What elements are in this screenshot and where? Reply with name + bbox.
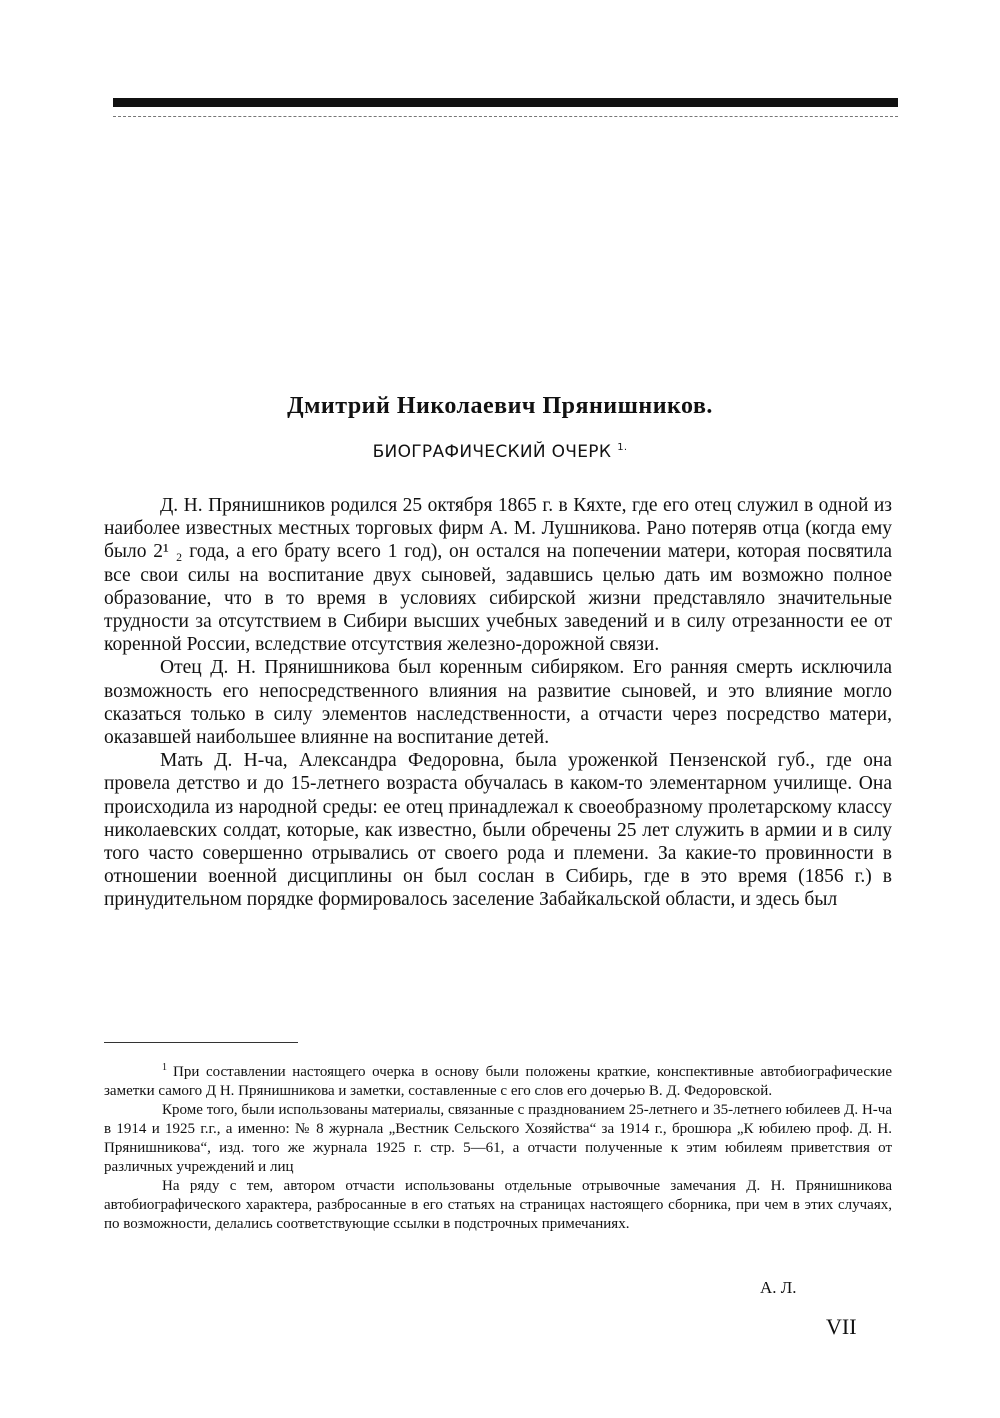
subtitle-footnote-mark: 1. bbox=[617, 442, 628, 454]
article-title: Дмитрий Николаевич Прянишников. bbox=[287, 393, 713, 419]
footnote-separator bbox=[104, 1042, 298, 1043]
footnote-paragraph-3: На ряду с тем, автором отчасти использованы отдельные отрывочные замечания Д. Н. Прянишникова автобиографического характера, разбросанные в его статьях на страницах настоящего сборника, при чем в этих случаях, по возможности, делались соответствующие ссылки в подстрочных примечаниях. bbox=[104, 1178, 892, 1232]
footnote-mark: 1 bbox=[162, 1062, 167, 1073]
body-paragraph-2: Отец Д. Н. Прянишникова был коренным сибиряком. Его ранняя смерть исключила возможность его непосредственного влияния на развитие сыновей, и это влияние могло сказаться только в силу элементов наследственности, а отчасти через посредство матери, оказавшей наибольшее влиянне на воспитание детей. bbox=[104, 657, 892, 749]
body-paragraph-3: Мать Д. Н-ча, Александра Федоровна, была уроженкой Пензенской губ., где она провела детство и до 15-летнего возраста обучалась в каком-то элементарном училище. Она происходила из народной среды: ее отец принадлежал к своеобразному пролетарскому классу николаевских солдат, которые, как известно, были обречены 25 лет служить в армии и в силу того часто совершенно отрывались от своего рода и племени. За какие-то провинности в отношении военной дисциплины он был сослан в Сибирь, где в это время (1856 г.) в принудительном порядке формировалось заселение Забайкальской области, и здесь был bbox=[104, 750, 892, 911]
top-decorative-rule bbox=[113, 98, 898, 107]
page-number: VII bbox=[826, 1314, 857, 1339]
article-body bbox=[104, 494, 892, 912]
author-signature: А. Л. bbox=[760, 1278, 797, 1297]
subtitle-text: БИОГРАФИЧЕСКИЙ ОЧЕРК bbox=[372, 442, 612, 462]
footnote-paragraph-2: Кроме того, были использованы материалы, связанные с празднованием 25-летнего и 35-летнего юбилеев Д. Н-ча в 1914 и 1925 г.г., а именно: № 8 журнала „Вестник Сельского Хозяйства“ за 1914 г., брошюра „К юбилею проф. Д. Н. Прянишникова“, изд. того же журнала 1925 г. стр. 5—61, а отчасти полученные к этим юбилеям приветствия от различных учреждений и лиц bbox=[104, 1102, 892, 1175]
footnotes bbox=[104, 1058, 892, 1234]
top-dashed-rule bbox=[113, 116, 898, 117]
body-paragraph-1: Д. Н. Прянишников родился 25 октября 1865 г. в Кяхте, где его отец служил в одной из наиболее известных местных торговых фирм А. М. Лушникова. Рано потеряв отца (когда ему было 2¹ ₂ года, а его брату всего 1 год), он остался на попечении матери, которая посвятила все свои силы на воспитание двух сыновей, задавшись целью дать им возможно полное образование, что в то время в условиях сибирской жизни представляло значительные трудности за отсутствием в Сибири высших учебных заведений и в силу отрезанности ее от коренной России, вследствие отсутствия железно-дорожной связи. bbox=[104, 495, 892, 656]
article-subtitle bbox=[0, 442, 1000, 462]
footnote-paragraph-1 bbox=[104, 1058, 892, 1101]
footnote-paragraph-1-text: При составлении настоящего очерка в основу были положены краткие, конспективные автобиографические заметки самого Д Н. Прянишникова и заметки, составленные с его слов его дочерью В. Д. Федоровской. bbox=[104, 1064, 892, 1099]
